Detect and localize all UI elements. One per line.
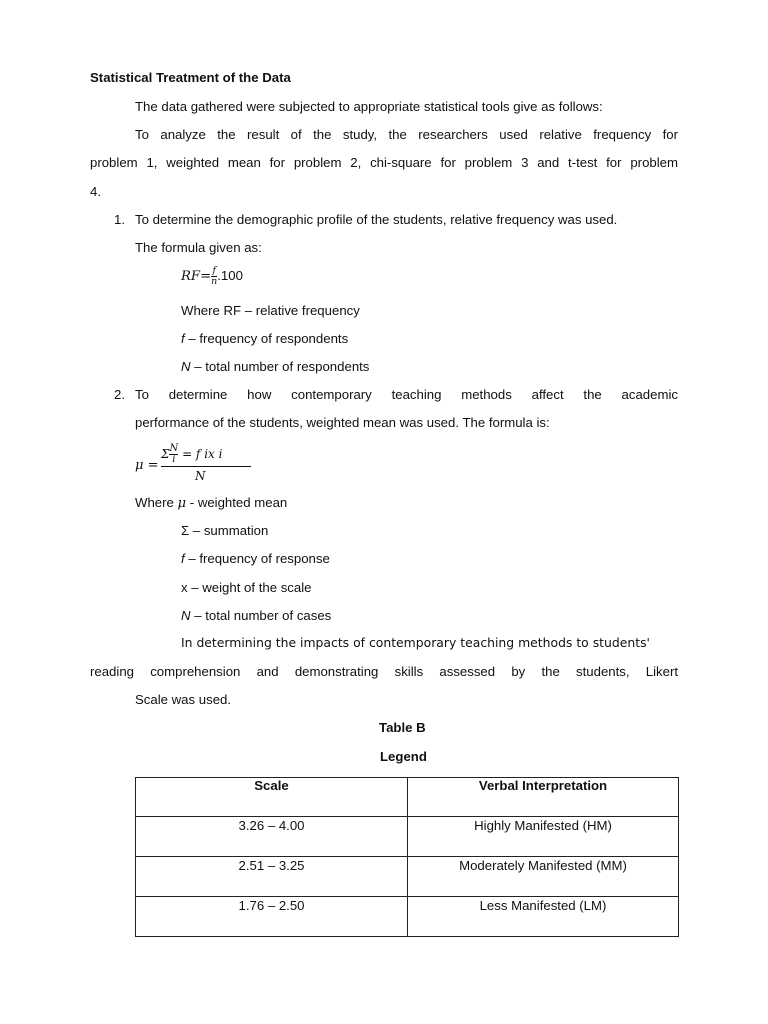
item2-line2: performance of the students, weighted mean was used. The formula is:	[135, 415, 550, 430]
item2-def-sigma: Σ – summation	[181, 523, 269, 538]
analyze-paragraph-line3: 4.	[90, 184, 101, 199]
item2-def-n: N – total number of cases	[181, 608, 332, 623]
table-row	[136, 817, 679, 857]
likert-paragraph-line1: In determining the impacts of contemporary teaching methods to students'	[181, 635, 650, 650]
item1-def-rf: Where RF – relative frequency	[181, 303, 360, 318]
likert-paragraph-line3: Scale was used.	[135, 692, 232, 707]
weighted-mean-numerator: Σ $\frac{N}{i}$ = f ix i	[161, 443, 223, 465]
list-number-2: 2.	[114, 387, 125, 402]
item2-def-f: f – frequency of response	[181, 551, 330, 566]
fraction-bar	[161, 466, 251, 467]
rf-formula-lhs: RF=	[181, 268, 212, 284]
rf-fraction-denominator: n	[211, 276, 218, 287]
section-heading: Statistical Treatment of the Data	[90, 70, 291, 85]
table-title: Table B	[379, 720, 426, 735]
weighted-mean-formula	[135, 444, 255, 484]
list-number-1: 1.	[114, 212, 125, 227]
intro-paragraph: The data gathered were subjected to appropriate statistical tools give as follows:	[135, 99, 603, 114]
legend-table	[135, 777, 679, 937]
likert-paragraph-line2: reading comprehension and demonstrating skills assessed by the students, Likert	[90, 664, 678, 679]
item2-line1: To determine how contemporary teaching methods affect the academic	[135, 387, 678, 402]
analyze-paragraph-line1: To analyze the result of the study, the researchers used relative frequency for	[135, 127, 678, 142]
table-subtitle: Legend	[380, 749, 427, 764]
header-scale: Scale	[136, 778, 408, 817]
analyze-paragraph-line2: problem 1, weighted mean for problem 2, chi-square for problem 3 and t-test for problem	[90, 155, 678, 170]
item2-where-mu: Where μ - weighted mean	[135, 495, 288, 511]
interpretation-cell: Highly Manifested (HM)	[408, 817, 679, 857]
interpretation-cell: Less Manifested (LM)	[408, 897, 679, 937]
table-header-row	[136, 778, 679, 817]
scale-cell: 3.26 – 4.00	[136, 817, 408, 857]
item1-text: To determine the demographic profile of the students, relative frequency was used.	[135, 212, 618, 227]
table-row	[136, 897, 679, 937]
weighted-mean-denominator: N	[195, 469, 206, 483]
mu-symbol: μ =	[135, 458, 159, 473]
rf-formula-rhs: .100	[217, 267, 243, 283]
scale-cell: 1.76 – 2.50	[136, 897, 408, 937]
rf-fraction-numerator: f	[212, 265, 216, 276]
header-verbal-interpretation: Verbal Interpretation	[408, 778, 679, 817]
rf-formula	[181, 266, 243, 287]
scale-cell: 2.51 – 3.25	[136, 857, 408, 897]
item1-formula-intro: The formula given as:	[135, 240, 262, 255]
item1-def-n: N – total number of respondents	[181, 359, 370, 374]
interpretation-cell: Moderately Manifested (MM)	[408, 857, 679, 897]
table-row	[136, 857, 679, 897]
item1-def-f: f – frequency of respondents	[181, 331, 349, 346]
item2-def-x: x – weight of the scale	[181, 580, 312, 595]
